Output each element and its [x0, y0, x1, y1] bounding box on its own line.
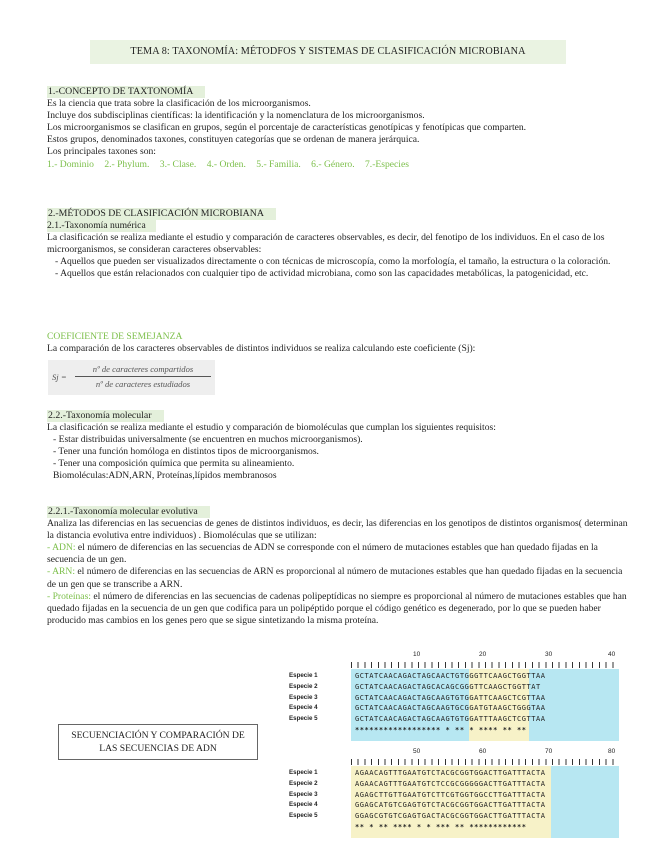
- section-taxonomia-molecular: [47, 410, 632, 483]
- subheading-taxonomia-numerica: 2.1.-Taxonomía numérica: [47, 220, 156, 232]
- species-label: Especie 2: [289, 682, 318, 690]
- consensus-line: ** * ** **** * * *** ** ************: [355, 822, 527, 831]
- species-label: Especie 1: [289, 672, 318, 679]
- paragraph: Estos grupos, denominados taxones, constituyen categorías que se ordenan de manera jerárquica.: [47, 134, 420, 146]
- species-labels: [289, 768, 349, 822]
- ruler-ticks: [351, 662, 619, 668]
- ruler-number: 20: [479, 651, 487, 658]
- ruler-number: 80: [608, 748, 616, 755]
- arn-label: - ARN:: [47, 566, 75, 578]
- section-heading-taxonomia-molecular: 2.2.-Taxonomía molecular: [47, 410, 164, 422]
- formula-numerator: nº de caracteres compartidos: [75, 364, 211, 377]
- sequence-line: GGAGCGTGTCGAGTGACTACGCGGTGGACTTGATTTACTA: [355, 812, 546, 821]
- caption-line: SECUENCIACIÓN Y COMPARACIÓN DE: [71, 730, 245, 741]
- ruler-number: 70: [545, 748, 553, 755]
- alignment-block-1: [289, 651, 629, 741]
- section-heading-taxonomia-evolutiva: 2.2.1.-Taxonomía molecular evolutiva: [47, 506, 210, 518]
- list-item: - Tener una función homóloga en distintos tipos de microorganismos.: [53, 446, 319, 458]
- species-label: Especie 2: [289, 779, 318, 787]
- paragraph: Los microorganismos se clasifican en grupos, según el porcentaje de características genotípicas y fenotípicas que comparten.: [47, 122, 527, 134]
- sequence-panel: [351, 669, 619, 741]
- taxon-item: 7.-Especies: [365, 158, 409, 170]
- bullet-item: - Aquellos que están relacionados con cualquier tipo de actividad microbiana, como son las capacidades metabólicas, la patogenicidad, etc.: [55, 268, 589, 280]
- taxon-item: 4.- Orden.: [206, 158, 246, 170]
- adn-paragraph: [47, 542, 632, 566]
- sequence-line: GCTATCAACAGACTAGCAAGTGTGGATTTAAGCTCGTTAA: [355, 715, 546, 724]
- taxa-list: [47, 159, 632, 171]
- ruler-number: 60: [479, 748, 487, 755]
- species-label: Especie 4: [289, 704, 318, 712]
- paragraph: La clasificación se realiza mediante el estudio y comparación de biomoléculas que cumplan los siguientes requisitos:: [47, 422, 496, 434]
- list-item: Biomoléculas:ADN,ARN, Proteínas,lípidos membranosos: [53, 470, 277, 482]
- alignment-block-2: [289, 748, 629, 838]
- section-heading-concepto: 1.-CONCEPTO DE TAXTONOMÍA: [47, 86, 205, 98]
- ruler-number: 50: [413, 748, 421, 755]
- paragraph: La comparación de los caracteres observables de distintos individuos se realiza calculando este coeficiente (Sj):: [47, 343, 476, 355]
- taxon-item: 1.- Dominio: [47, 158, 94, 170]
- alignment-ruler: [351, 651, 619, 669]
- sequencing-caption-box: [58, 724, 258, 760]
- ruler-number: 30: [545, 651, 553, 658]
- proteinas-paragraph: [47, 591, 632, 627]
- species-labels: [289, 671, 349, 725]
- taxon-item: 5.- Familia.: [256, 158, 301, 170]
- section-heading-metodos: 2.-MÉTODOS DE CLASIFICACIÓN MICROBIANA: [47, 208, 276, 220]
- ruler-number: 40: [608, 651, 616, 658]
- species-label: Especie 5: [289, 812, 318, 820]
- sequence-line: GCTATCAACAGACTAGCACAGCGGGTTCAAGCTGGTTAT: [355, 682, 541, 691]
- adn-text: el número de diferencias en las secuencias de ADN se corresponde con el número de mutaciones estables que han quedado fijadas en la secuencia de un gen.: [47, 542, 598, 566]
- list-item: - Estar distribuidas universalmente (se encuentren en muchos microorganismos).: [53, 434, 363, 446]
- taxon-item: 2.- Phylum.: [104, 158, 150, 170]
- sequence-line: GCTATCAACAGACTAGCAAGTGCGGATGTAAGCTGGGTAA: [355, 704, 546, 713]
- formula-lhs: Sj =: [52, 372, 67, 382]
- paragraph: Incluye dos subdisciplinas científicas: la identificación y la nomenclatura de los microorganismos.: [47, 110, 425, 122]
- paragraph: Es la ciencia que trata sobre la clasificación de los microorganismos.: [47, 98, 311, 110]
- section-concepto: [47, 86, 632, 171]
- bullet-item: - Aquellos que pueden ser visualizados directamente o con técnicas de microscopía, como la morfología, el tamaño, la estructura o la coloración.: [55, 256, 611, 268]
- species-label: Especie 1: [289, 769, 318, 776]
- adn-label: - ADN:: [47, 542, 76, 554]
- sequence-panel: [351, 766, 619, 838]
- species-label: Especie 4: [289, 801, 318, 809]
- section-taxonomia-evolutiva: [47, 506, 632, 627]
- coeficiente-heading: COEFICIENTE DE SEMEJANZA: [47, 331, 183, 342]
- paragraph: Analiza las diferencias en las secuencias de genes de distintos individuos, es decir, las diferencias en los genotipos de distintos organismos( determinan la distancia evolutiva entre individuos) . Biomoléculas que se utilizan:: [47, 518, 628, 542]
- sequence-line: AGAACAGTTTGAATGTCTACGCGGTGGACTTGATTTACTA: [355, 769, 546, 777]
- sequence-line: AGAGCTTGTTGAATGTCTTCGTGGTGGCCTTGATTTACTA: [355, 790, 546, 799]
- sequence-line: GCTATCAACAGACTAGCAAGTGTGGATTCAAGCTCGTTAA: [355, 693, 546, 702]
- ruler-ticks: [351, 759, 619, 765]
- sequence-line: AGAACAGTTTGAATGTCTCCGCGGGGGACTTGATTTACTA: [355, 779, 546, 788]
- arn-paragraph: [47, 566, 632, 590]
- species-label: Especie 3: [289, 790, 318, 798]
- species-label: Especie 5: [289, 715, 318, 723]
- consensus-line: ****************** * ** * **** ** **: [355, 725, 527, 734]
- paragraph: La clasificación se realiza mediante el estudio y comparación de caracteres observables, es decir, del fenotipo de los individuos. En el caso de los microorganismos, se consideran caracteres observables:: [47, 232, 605, 256]
- list-item: - Tener una composición química que permita su alineamiento.: [53, 458, 295, 470]
- arn-text: el número de diferencias en las secuencias de ARN es proporcional al número de mutaciones estables que han quedado fijadas en la secuencia de un gen que se transcribe a ARN.: [47, 566, 623, 590]
- proteinas-label: - Proteínas:: [47, 590, 91, 602]
- taxon-item: 3.- Clase.: [159, 158, 197, 170]
- proteinas-text: el número de diferencias en las secuencias de cadenas polipeptídicas no siempre es proporcional al número de mutaciones estables que han quedado fijadas en la secuencia de un gen que codifica para un polipéptido porque el código genético es degenerado, por lo que se pueden haber producido mas cambios en los genes pero que se sigue sintetizando la misma proteína.: [47, 590, 627, 626]
- species-label: Especie 3: [289, 693, 318, 701]
- similarity-formula: [48, 360, 215, 395]
- formula-denominator: nº de caracteres estudiados: [95, 379, 191, 389]
- ruler-number: 10: [413, 651, 421, 658]
- alignment-ruler: [351, 748, 619, 766]
- section-metodos: [47, 208, 632, 281]
- sequence-line: GCTATCAACAGACTAGCAACTGTGGGTTCAAGCTGGTTAA: [355, 672, 546, 680]
- taxon-item: 6.- Género.: [311, 158, 355, 170]
- document-title: TEMA 8: TAXONOMÍA: MÉTODFOS Y SISTEMAS DE CLASIFICACIÓN MICROBIANA: [90, 40, 566, 64]
- caption-line: LAS SECUENCIAS DE ADN: [99, 743, 217, 754]
- section-coeficiente: [47, 331, 632, 355]
- paragraph: Los principales taxones son:: [47, 146, 156, 158]
- sequence-line: GGAGCATGTCGAGTGTCTACGCGGTGGACTTGATTTACTA: [355, 801, 546, 810]
